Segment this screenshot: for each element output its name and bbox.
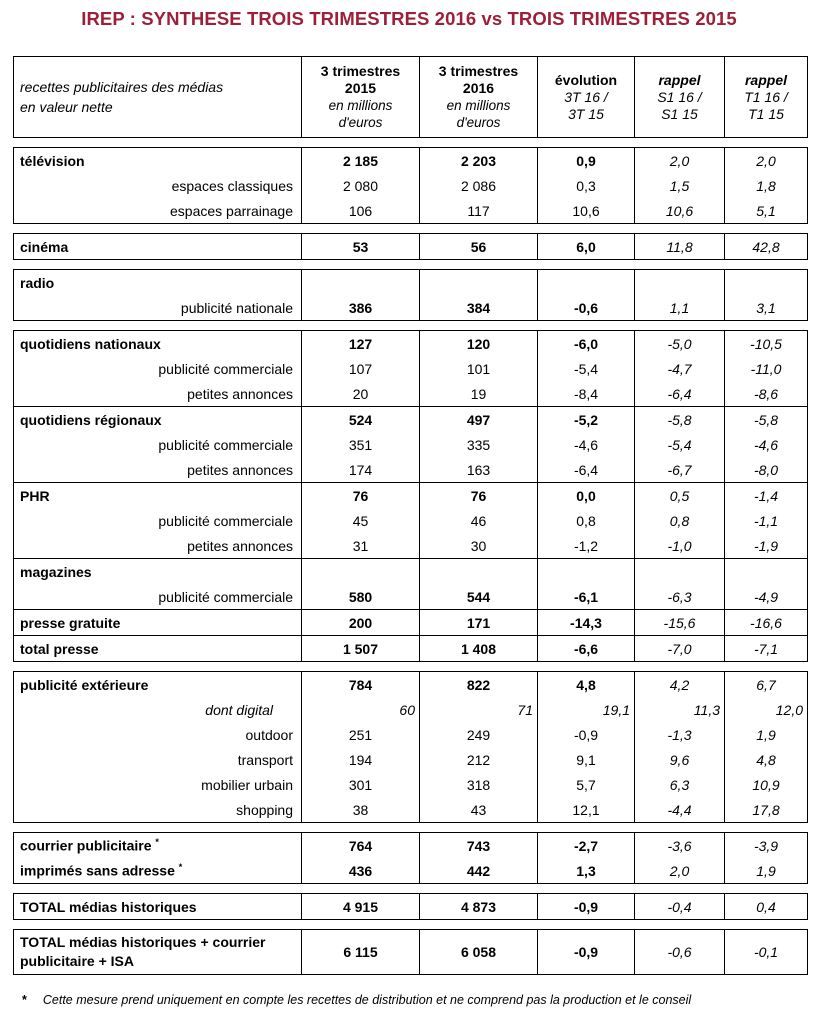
- table-row: publicité commerciale 580 544 -6,1 -6,3 -4,9: [14, 584, 808, 610]
- table-row: petites annonces 174 163 -6,4 -6,7 -8,0: [14, 457, 808, 483]
- table-row: mobilier urbain 301 318 5,7 6,3 10,9: [14, 772, 808, 797]
- table-row: petites annonces 20 19 -8,4 -6,4 -8,6: [14, 381, 808, 407]
- table-row: transport 194 212 9,1 9,6 4,8: [14, 747, 808, 772]
- table-row: courrier publicitaire * 764 743 -2,7 -3,6 -3,9: [14, 833, 808, 859]
- page-title: IREP : SYNTHESE TROIS TRIMESTRES 2016 vs TROIS TRIMESTRES 2015: [81, 8, 737, 29]
- table-header-row: [14, 57, 808, 138]
- header-col-2015: 3 trimestres 2015 en millions d'euros: [302, 57, 420, 138]
- table-row: TOTAL médias historiques + courrier publicitaire + ISA 6 115 6 058 -0,9 -0,6 -0,1: [14, 930, 808, 975]
- header-note: recettes publicitaires des médias en valeur nette: [14, 57, 302, 138]
- header-col-evolution: évolution 3T 16 / 3T 15: [538, 57, 635, 138]
- table-row: presse gratuite 200 171 -14,3 -15,6 -16,6: [14, 610, 808, 636]
- table-row: publicité commerciale 107 101 -5,4 -4,7 -11,0: [14, 356, 808, 381]
- table-row: PHR 76 76 0,0 0,5 -1,4: [14, 483, 808, 509]
- footnote: * Cette mesure prend uniquement en compte les recettes de distribution et ne comprend pas la production et le conseil: [22, 993, 692, 1007]
- table-row: outdoor 251 249 -0,9 -1,3 1,9: [14, 722, 808, 747]
- table-row: quotidiens nationaux 127 120 -6,0 -5,0 -10,5: [14, 331, 808, 357]
- table-row: espaces parrainage 106 117 10,6 10,6 5,1: [14, 198, 808, 224]
- header-col-rappel-t1: rappel T1 16 / T1 15: [725, 57, 808, 138]
- table-row: magazines: [14, 559, 808, 585]
- table-row: imprimés sans adresse * 436 442 1,3 2,0 1,9: [14, 858, 808, 884]
- table-row: publicité nationale 386 384 -0,6 1,1 3,1: [14, 295, 808, 321]
- header-col-2016: 3 trimestres 2016 en millions d'euros: [420, 57, 538, 138]
- header-col-rappel-s1: rappel S1 16 / S1 15: [635, 57, 725, 138]
- table-row: shopping 38 43 12,1 -4,4 17,8: [14, 797, 808, 823]
- table-row: radio: [14, 270, 808, 296]
- table-row: publicité commerciale 45 46 0,8 0,8 -1,1: [14, 508, 808, 533]
- table-row: petites annonces 31 30 -1,2 -1,0 -1,9: [14, 533, 808, 559]
- table-row: publicité commerciale 351 335 -4,6 -5,4 -4,6: [14, 432, 808, 457]
- table-row: espaces classiques 2 080 2 086 0,3 1,5 1,8: [14, 173, 808, 198]
- synthesis-table: [13, 56, 808, 975]
- table-row: télévision 2 185 2 203 0,9 2,0 2,0: [14, 148, 808, 174]
- table-row: quotidiens régionaux 524 497 -5,2 -5,8 -5,8: [14, 407, 808, 433]
- table-row: publicité extérieure 784 822 4,8 4,2 6,7: [14, 672, 808, 698]
- table-row: cinéma 53 56 6,0 11,8 42,8: [14, 234, 808, 260]
- table-row: TOTAL médias historiques 4 915 4 873 -0,9 -0,4 0,4: [14, 894, 808, 920]
- table-row: total presse 1 507 1 408 -6,6 -7,0 -7,1: [14, 636, 808, 662]
- table-row: dont digital 60 71 19,1 11,3 12,0: [14, 697, 808, 722]
